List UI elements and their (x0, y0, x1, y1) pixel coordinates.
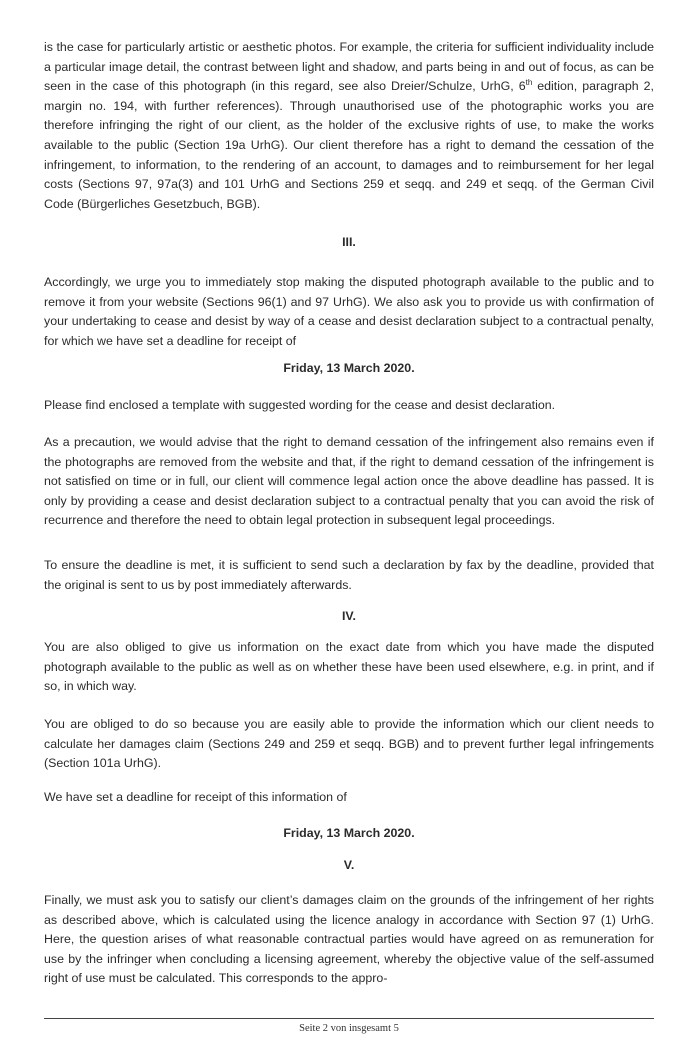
paragraph-precaution: As a precaution, we would advise that the right to demand cessation of the infringement also remains even if the photographs are removed from the website and that, if the right to demand cessation of the infringement is not satisfied on time or in full, our client will commence legal action once the above deadline has passed. It is only by providing a cease and desist declaration subject to a contractual penalty that you can avoid the risk of recurrence and therefore the need to obtain legal protection in subsequent legal proceedings. (44, 435, 654, 528)
paragraph-fax-deadline: To ensure the deadline is met, it is sufficient to send such a declaration by fax by the deadline, provided that the original is sent to us by post immediately afterwards. (44, 558, 654, 592)
paragraph-information-obligation: You are also obliged to give us information on the exact date from which you have made the disputed photograph available to the public as well as on whether these have been used elsewhere, e.g. in print, and if so, in which way. (44, 640, 654, 694)
page-number: Seite 2 von insgesamt 5 (299, 1023, 399, 1034)
paragraph-damages-claim: Finally, we must ask you to satisfy our client’s damages claim on the grounds of the infringement of her rights as described above, which is calculated using the licence analogy in accordance with Section 97 (1) UrhG. Here, the question arises of what reasonable contractual parties would have agreed on as remuneration for use by the infringer when concluding a licensing agreement, whereby the objective value of the self-assumed right of use must be calculated. This corresponds to the appro- (44, 893, 654, 986)
section-heading-v: V. (343, 858, 355, 872)
paragraph-text: edition, paragraph 2, margin no. 194, with further references). Through unauthorised use of the photographic works you are therefore infringing the right of our client, as the holder of the exclusive rights of use, to make the works available to the public (Section 19a UrhG). Our client therefore has a right to demand the cessation of the infringement, to information, to the rendering of an account, to damages and to reimbursement for her legal costs (Sections 97, 97a(3) and 101 UrhG and Sections 259 et seqq. and 249 et seqq. of the German Civil Code (Bürgerliches Gesetzbuch, BGB). (44, 79, 655, 211)
footer-divider (44, 1018, 654, 1019)
section-heading-iii: III. (342, 235, 356, 249)
deadline-date: Friday, 13 March 2020. (283, 361, 415, 375)
superscript-ordinal: th (525, 78, 533, 88)
section-heading-iv: IV. (341, 609, 356, 623)
paragraph-text: is the case for particularly artistic or aesthetic photos. For example, the criteria for sufficient individuality include a particular image detail, the contrast between light and shadow, and parts being in and out of focus, as can be seen in the case of this photograph (in this regard, see also Dreier/Schulze, UrhG, 6 (44, 40, 654, 94)
paragraph-template-note: Please find enclosed a template with suggested wording for the cease and desist declaration. (44, 398, 556, 412)
paragraph-damages-information: You are obliged to do so because you are easily able to provide the information which our client needs to calculate her damages claim (Sections 249 and 259 et seqq. BGB) and to prevent further legal infringements (Section 101a UrhG). (44, 717, 654, 771)
paragraph-cease-request: Accordingly, we urge you to immediately stop making the disputed photograph available to the public and to remove it from your website (Sections 96(1) and 97 UrhG). We also ask you to provide us with confirmation of your undertaking to cease and desist by way of a cease and desist declaration subject to a contractual penalty, for which we have set a deadline for receipt of (44, 275, 654, 348)
paragraph-info-deadline: We have set a deadline for receipt of this information of (44, 790, 347, 804)
deadline-date: Friday, 13 March 2020. (283, 826, 415, 840)
paragraph-copyright-infringement (44, 38, 654, 214)
